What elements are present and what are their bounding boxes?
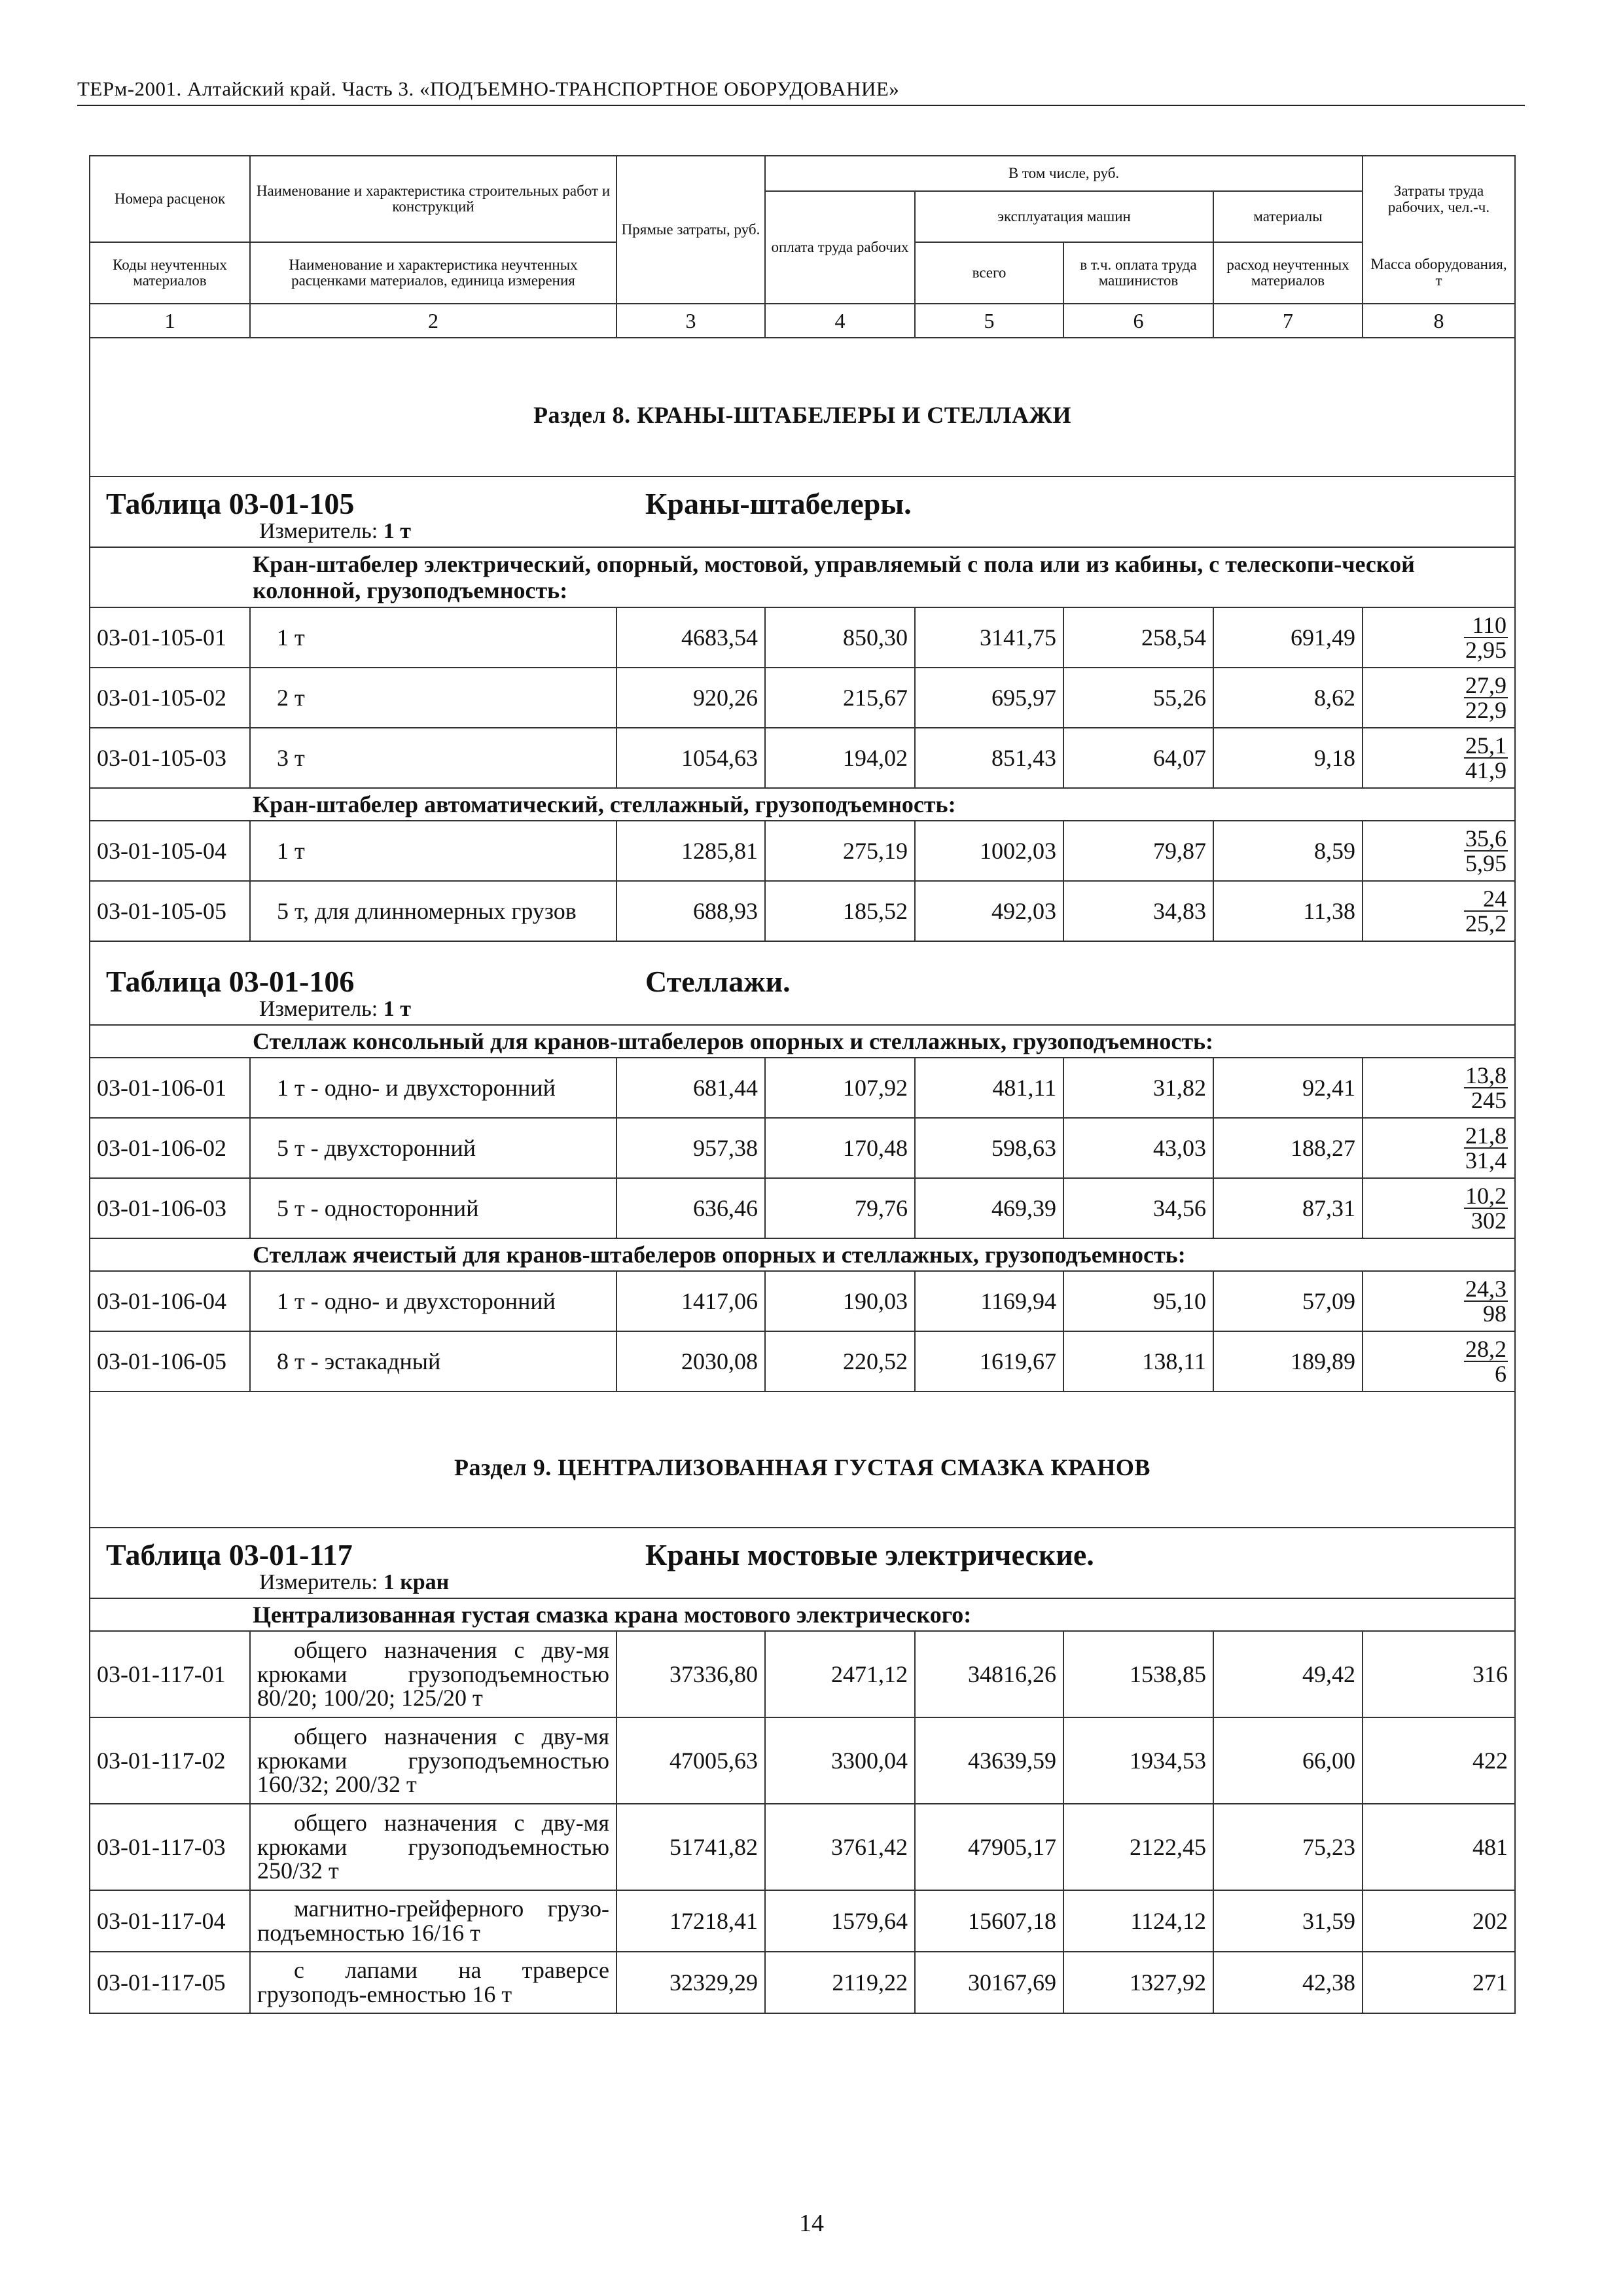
fraction (1464, 734, 1508, 782)
table-row (90, 607, 1515, 668)
direct-costs: 957,38 (616, 1118, 765, 1178)
rate-code: 03-01-106-01 (90, 1058, 250, 1118)
labor-pay: 3300,04 (765, 1717, 915, 1804)
group-title: Кран-штабелер электрический, опорный, мостовой, управляемый с пола или из кабины, с телескопи-ческой колонной, грузоподъемность: (90, 547, 1515, 607)
header-col5: всего (915, 242, 1063, 304)
labor-hours: 28,2 (1465, 1336, 1507, 1362)
materials: 8,59 (1213, 821, 1363, 881)
direct-costs: 681,44 (616, 1058, 765, 1118)
table-row (90, 1952, 1515, 2013)
labor-pay: 79,76 (765, 1178, 915, 1238)
table-row (90, 1118, 1515, 1178)
rate-name (250, 1952, 616, 2013)
labor-hours-mass (1363, 1631, 1515, 1717)
rate-name (250, 821, 616, 881)
rate-code: 03-01-117-02 (90, 1717, 250, 1804)
direct-costs: 17218,41 (616, 1890, 765, 1952)
labor-hours: 10,2 (1465, 1183, 1507, 1209)
materials: 49,42 (1213, 1631, 1363, 1717)
meter-line (97, 1570, 1508, 1598)
machines-total: 47905,17 (915, 1804, 1063, 1890)
header-incl: В том числе, руб. (765, 156, 1363, 191)
machinist-pay: 95,10 (1063, 1271, 1213, 1331)
materials: 57,09 (1213, 1271, 1363, 1331)
table-row (90, 881, 1515, 941)
rate-code: 03-01-105-02 (90, 668, 250, 728)
rate-name (250, 668, 616, 728)
machinist-pay: 34,56 (1063, 1178, 1213, 1238)
machines-total: 469,39 (915, 1178, 1063, 1238)
column-number: 8 (1363, 304, 1515, 338)
rate-name-text: общего назначения с дву-мя крюками грузоподъемностью 250/32 т (257, 1809, 609, 1884)
labor-hours: 110 (1464, 613, 1508, 638)
column-number-row (90, 304, 1515, 338)
labor-hours-mass (1363, 1890, 1515, 1952)
labor-pay: 3761,42 (765, 1804, 915, 1890)
column-number: 3 (616, 304, 765, 338)
rate-code: 03-01-106-02 (90, 1118, 250, 1178)
labor-pay: 1579,64 (765, 1890, 915, 1952)
equipment-mass: 6 (1495, 1361, 1507, 1387)
table-name: Краны мостовые электрические. (645, 1538, 1094, 1571)
materials: 42,38 (1213, 1952, 1363, 2013)
machines-total: 34816,26 (915, 1631, 1063, 1717)
meter-label: Измеритель: (259, 1570, 378, 1594)
labor-pay: 107,92 (765, 1058, 915, 1118)
rate-name (250, 1631, 616, 1717)
equipment-mass: 5,95 (1465, 850, 1507, 876)
column-number: 6 (1063, 304, 1213, 338)
table-heading (90, 1528, 1515, 1598)
section-title: Раздел 9. ЦЕНТРАЛИЗОВАННАЯ ГУСТАЯ СМАЗКА КРАНОВ (90, 1391, 1515, 1528)
meter-value: 1 т (383, 519, 411, 543)
table-row (90, 1890, 1515, 1952)
labor-hours: 481 (1472, 1834, 1508, 1860)
rate-name (250, 1271, 616, 1331)
column-number: 7 (1213, 304, 1363, 338)
meter-label: Измеритель: (259, 997, 378, 1021)
rate-name-text: 2 т (277, 685, 305, 711)
machines-total: 3141,75 (915, 607, 1063, 668)
rate-name (250, 1804, 616, 1890)
materials: 92,41 (1213, 1058, 1363, 1118)
materials: 9,18 (1213, 728, 1363, 788)
table-code: Таблица 03-01-117 (106, 1538, 353, 1571)
rate-table (89, 155, 1516, 2014)
rate-name-text: общего назначения с дву-мя крюками грузоподъемностью 160/32; 200/32 т (257, 1723, 609, 1798)
machinist-pay: 31,82 (1063, 1058, 1213, 1118)
rate-name (250, 1118, 616, 1178)
rate-name-text: 1 т (277, 838, 305, 864)
fraction (1464, 1124, 1508, 1172)
table-name: Стеллажи. (645, 965, 791, 998)
meter-value: 1 т (383, 997, 411, 1021)
machinist-pay: 258,54 (1063, 607, 1213, 668)
labor-hours: 27,9 (1465, 672, 1507, 698)
rate-code: 03-01-105-04 (90, 821, 250, 881)
labor-hours-mass (1363, 1271, 1515, 1331)
materials: 8,62 (1213, 668, 1363, 728)
labor-hours: 422 (1472, 1748, 1508, 1774)
rate-name-text: 1 т - одно- и двухсторонний (277, 1075, 556, 1101)
labor-hours-mass (1363, 728, 1515, 788)
labor-hours: 24 (1464, 887, 1508, 912)
labor-pay: 170,48 (765, 1118, 915, 1178)
labor-hours-mass (1363, 1118, 1515, 1178)
table-row (90, 1271, 1515, 1331)
labor-pay: 275,19 (765, 821, 915, 881)
labor-hours-mass (1363, 1952, 1515, 2013)
fraction (1464, 1064, 1508, 1112)
equipment-mass: 25,2 (1465, 910, 1507, 937)
running-header: ТЕРм-2001. Алтайский край. Часть 3. «ПОДЪЕМНО-ТРАНСПОРТНОЕ ОБОРУДОВАНИЕ» (77, 77, 1525, 106)
header-col2-top: Наименование и характеристика строительных работ и конструкций (250, 156, 616, 242)
materials: 691,49 (1213, 607, 1363, 668)
machinist-pay: 1327,92 (1063, 1952, 1213, 2013)
materials: 188,27 (1213, 1118, 1363, 1178)
header-col1-top: Номера расценок (90, 156, 250, 242)
table-heading (90, 941, 1515, 1025)
labor-hours: 271 (1472, 1969, 1508, 1996)
equipment-mass: 31,4 (1465, 1147, 1507, 1174)
labor-hours: 316 (1472, 1661, 1508, 1687)
materials: 31,59 (1213, 1890, 1363, 1952)
header-machines: эксплуатация машин (915, 191, 1213, 242)
table-title-line (97, 961, 1508, 997)
section-title: Раздел 8. КРАНЫ-ШТАБЕЛЕРЫ И СТЕЛЛАЖИ (90, 338, 1515, 476)
fraction (1464, 887, 1508, 935)
rate-code: 03-01-106-03 (90, 1178, 250, 1238)
column-number: 2 (250, 304, 616, 338)
labor-pay: 220,52 (765, 1331, 915, 1391)
machinist-pay: 34,83 (1063, 881, 1213, 941)
machines-total: 1169,94 (915, 1271, 1063, 1331)
table-row (90, 668, 1515, 728)
rate-code: 03-01-105-05 (90, 881, 250, 941)
header-col6: в т.ч. оплата труда машинистов (1063, 242, 1213, 304)
equipment-mass: 22,9 (1465, 697, 1507, 723)
table-row (90, 1804, 1515, 1890)
header-col3: Прямые затраты, руб. (616, 156, 765, 304)
machines-total: 598,63 (915, 1118, 1063, 1178)
labor-hours-mass (1363, 668, 1515, 728)
fraction (1464, 827, 1508, 875)
labor-hours-mass (1363, 1717, 1515, 1804)
machinist-pay: 2122,45 (1063, 1804, 1213, 1890)
rate-name-text: 1 т (277, 624, 305, 651)
header-col8-top: Затраты труда рабочих, чел.-ч. (1363, 156, 1515, 242)
labor-hours: 25,1 (1465, 732, 1507, 759)
labor-hours: 202 (1472, 1908, 1508, 1934)
rate-name (250, 1331, 616, 1391)
equipment-mass: 41,9 (1465, 757, 1507, 783)
machinist-pay: 64,07 (1063, 728, 1213, 788)
direct-costs: 636,46 (616, 1178, 765, 1238)
machines-total: 492,03 (915, 881, 1063, 941)
header-col4: оплата труда рабочих (765, 191, 915, 304)
table-title-line (97, 1535, 1508, 1570)
direct-costs: 1054,63 (616, 728, 765, 788)
fraction (1464, 673, 1508, 722)
machines-total: 30167,69 (915, 1952, 1063, 2013)
table-heading (90, 476, 1515, 547)
machinist-pay: 1538,85 (1063, 1631, 1213, 1717)
labor-pay: 850,30 (765, 607, 915, 668)
rate-name (250, 1717, 616, 1804)
group-title: Стеллаж ячеистый для кранов-штабелеров опорных и стеллажных, грузоподъемность: (90, 1238, 1515, 1271)
rate-code: 03-01-117-03 (90, 1804, 250, 1890)
rate-name-text: 1 т - одно- и двухсторонний (277, 1288, 556, 1314)
table-code: Таблица 03-01-105 (106, 487, 355, 520)
table-row (90, 821, 1515, 881)
rate-name (250, 1058, 616, 1118)
direct-costs: 4683,54 (616, 607, 765, 668)
fraction (1464, 1337, 1508, 1386)
column-number: 1 (90, 304, 250, 338)
fraction (1464, 613, 1508, 662)
equipment-mass: 2,95 (1465, 637, 1507, 663)
labor-pay: 2471,12 (765, 1631, 915, 1717)
table-row (90, 1631, 1515, 1717)
header-col8-bottom: Масса оборудования, т (1363, 242, 1515, 304)
labor-pay: 215,67 (765, 668, 915, 728)
rate-name (250, 728, 616, 788)
machines-total: 1002,03 (915, 821, 1063, 881)
rate-name-text: 3 т (277, 745, 305, 771)
meter-line (97, 997, 1508, 1024)
machines-total: 43639,59 (915, 1717, 1063, 1804)
machinist-pay: 55,26 (1063, 668, 1213, 728)
header-col7: расход неучтенных материалов (1213, 242, 1363, 304)
rate-code: 03-01-106-04 (90, 1271, 250, 1331)
equipment-mass: 98 (1483, 1300, 1507, 1327)
materials: 75,23 (1213, 1804, 1363, 1890)
labor-hours-mass (1363, 821, 1515, 881)
rate-code: 03-01-117-01 (90, 1631, 250, 1717)
machinist-pay: 1124,12 (1063, 1890, 1213, 1952)
machines-total: 481,11 (915, 1058, 1063, 1118)
labor-hours-mass (1363, 1331, 1515, 1391)
table-title-line (97, 484, 1508, 519)
direct-costs: 2030,08 (616, 1331, 765, 1391)
rate-code: 03-01-117-04 (90, 1890, 250, 1952)
direct-costs: 37336,80 (616, 1631, 765, 1717)
table-code: Таблица 03-01-106 (106, 965, 355, 998)
machinist-pay: 79,87 (1063, 821, 1213, 881)
table-name: Краны-штабелеры. (645, 487, 912, 520)
machinist-pay: 1934,53 (1063, 1717, 1213, 1804)
header-materials: материалы (1213, 191, 1363, 242)
table-row (90, 1717, 1515, 1804)
labor-hours: 21,8 (1465, 1122, 1507, 1149)
direct-costs: 51741,82 (616, 1804, 765, 1890)
meter-value: 1 кран (383, 1570, 450, 1594)
rate-code: 03-01-105-01 (90, 607, 250, 668)
table-row (90, 728, 1515, 788)
labor-hours-mass (1363, 1804, 1515, 1890)
labor-pay: 194,02 (765, 728, 915, 788)
rate-name-text: 5 т - односторонний (277, 1195, 479, 1221)
materials: 66,00 (1213, 1717, 1363, 1804)
labor-hours-mass (1363, 881, 1515, 941)
rate-name-text: 8 т - эстакадный (277, 1348, 441, 1374)
group-title: Стеллаж консольный для кранов-штабелеров опорных и стеллажных, грузоподъемность: (90, 1025, 1515, 1058)
machines-total: 695,97 (915, 668, 1063, 728)
machinist-pay: 43,03 (1063, 1118, 1213, 1178)
direct-costs: 1417,06 (616, 1271, 765, 1331)
labor-hours-mass (1363, 1058, 1515, 1118)
machines-total: 15607,18 (915, 1890, 1063, 1952)
direct-costs: 688,93 (616, 881, 765, 941)
materials: 87,31 (1213, 1178, 1363, 1238)
fraction (1464, 1277, 1508, 1325)
rate-name-text: магнитно-грейферного грузо-подъемностью 16/16 т (257, 1895, 609, 1946)
labor-hours: 13,8 (1465, 1062, 1507, 1088)
meter-label: Измеритель: (259, 519, 378, 543)
machines-total: 851,43 (915, 728, 1063, 788)
rate-code: 03-01-106-05 (90, 1331, 250, 1391)
direct-costs: 32329,29 (616, 1952, 765, 2013)
labor-hours: 24,3 (1465, 1276, 1507, 1302)
group-title: Централизованная густая смазка крана мостового электрического: (90, 1598, 1515, 1631)
direct-costs: 47005,63 (616, 1717, 765, 1804)
header-col1-bottom: Коды неучтенных материалов (90, 242, 250, 304)
materials: 189,89 (1213, 1331, 1363, 1391)
rate-code: 03-01-117-05 (90, 1952, 250, 2013)
column-number: 5 (915, 304, 1063, 338)
header-col2-bottom: Наименование и характеристика неучтенных расценками материалов, единица измерения (250, 242, 616, 304)
column-number: 4 (765, 304, 915, 338)
rate-name (250, 881, 616, 941)
equipment-mass: 302 (1471, 1208, 1507, 1234)
labor-pay: 190,03 (765, 1271, 915, 1331)
machines-total: 1619,67 (915, 1331, 1063, 1391)
rate-name-text: 5 т, для длинномерных грузов (277, 898, 577, 924)
direct-costs: 920,26 (616, 668, 765, 728)
labor-hours: 35,6 (1465, 825, 1507, 852)
labor-pay: 2119,22 (765, 1952, 915, 2013)
fraction (1464, 1184, 1508, 1232)
rate-code: 03-01-105-03 (90, 728, 250, 788)
page-number: 14 (799, 2210, 824, 2237)
table-row (90, 1058, 1515, 1118)
labor-hours-mass (1363, 607, 1515, 668)
rate-name-text: общего назначения с дву-мя крюками грузоподъемностью 80/20; 100/20; 125/20 т (257, 1636, 609, 1712)
rate-name-text: 5 т - двухсторонний (277, 1135, 476, 1161)
rate-name (250, 1890, 616, 1952)
machinist-pay: 138,11 (1063, 1331, 1213, 1391)
labor-pay: 185,52 (765, 881, 915, 941)
group-title: Кран-штабелер автоматический, стеллажный, грузоподъемность: (90, 788, 1515, 821)
table-row (90, 1331, 1515, 1391)
rate-name (250, 1178, 616, 1238)
direct-costs: 1285,81 (616, 821, 765, 881)
rate-name (250, 607, 616, 668)
labor-hours-mass (1363, 1178, 1515, 1238)
meter-line (97, 519, 1508, 547)
table-row (90, 1178, 1515, 1238)
materials: 11,38 (1213, 881, 1363, 941)
rate-name-text: с лапами на траверсе грузоподъ-емностью 16 т (257, 1957, 609, 2007)
equipment-mass: 245 (1471, 1087, 1507, 1113)
